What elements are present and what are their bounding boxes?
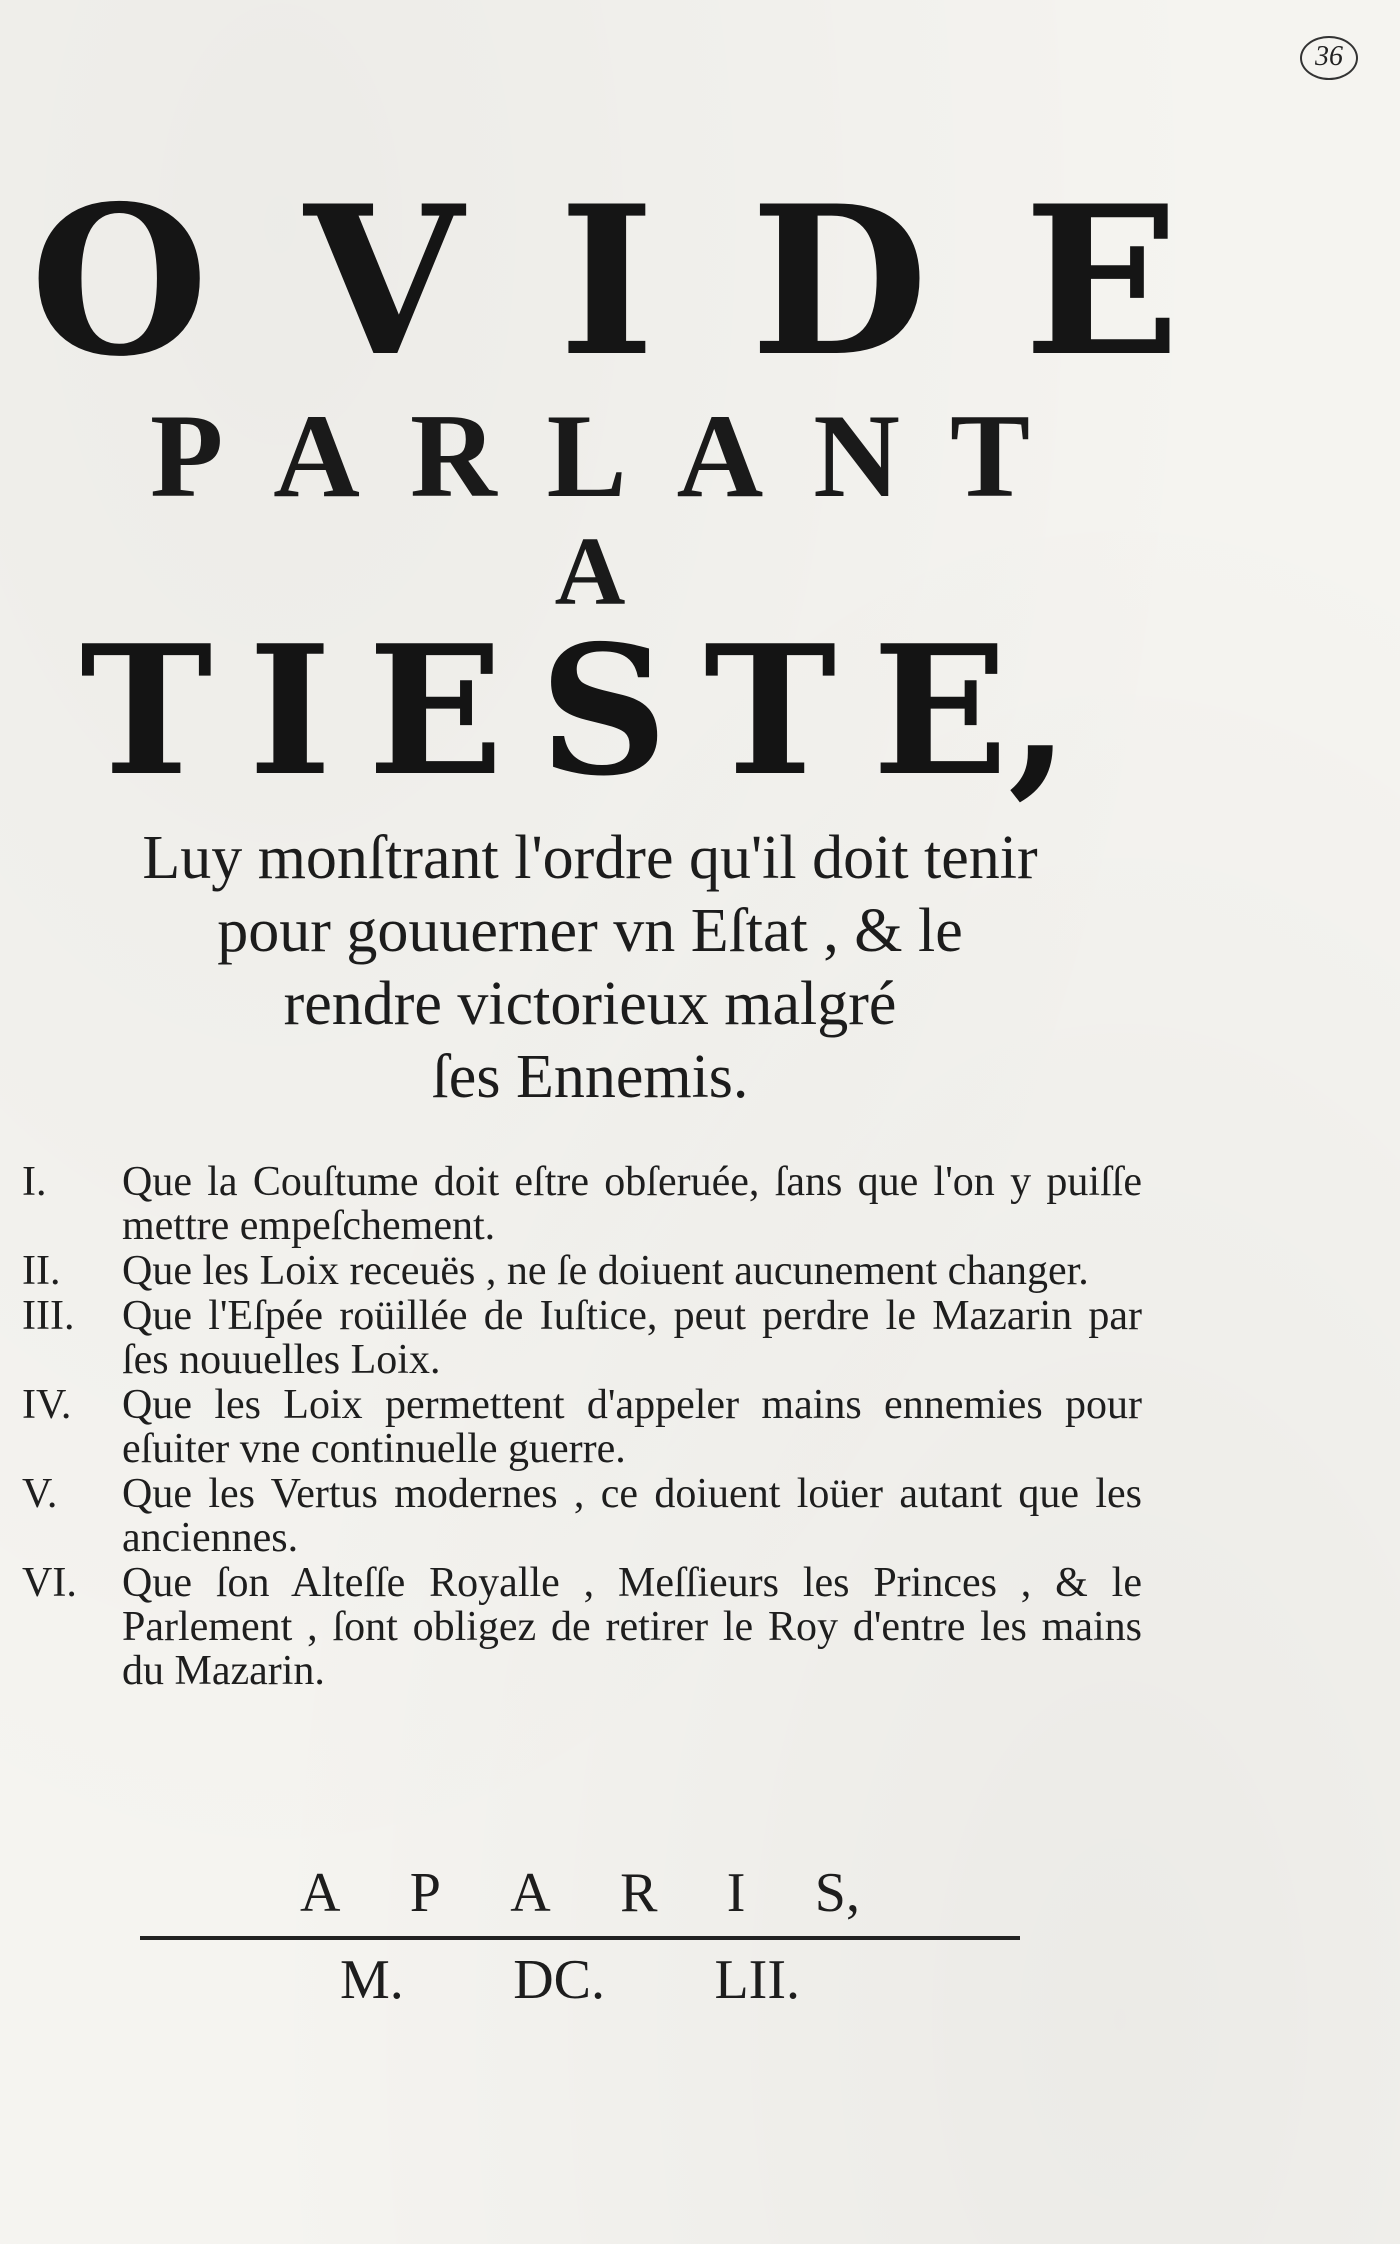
imprint-letter: I <box>726 1862 746 1924</box>
title-letter: A <box>676 389 764 522</box>
list-item <box>22 1160 1142 1248</box>
title-letter: T <box>80 606 213 815</box>
date-part: M. <box>340 1949 404 2011</box>
imprint-letter: R <box>620 1862 658 1924</box>
imprint-divider <box>140 1936 1020 1940</box>
title-letter: V <box>304 162 464 402</box>
imprint-date <box>340 1949 800 2011</box>
item-number: VI. <box>22 1560 77 1606</box>
item-number: I. <box>22 1159 47 1205</box>
title-letter: R <box>409 389 497 522</box>
subtitle-line: pour gouuerner vn Eſtat , & le <box>217 897 963 965</box>
imprint-letter: A <box>300 1862 341 1924</box>
title-tieste <box>80 606 1070 815</box>
title-letter: E, <box>872 606 1070 815</box>
title-letter: T <box>949 389 1030 522</box>
item-number: III. <box>22 1293 75 1339</box>
item-number: IV. <box>22 1382 72 1428</box>
item-text: Que ſon Alteſſe Royalle , Meſſieurs les Princes , & le Parlement , ſont obligez de retirer le Roy d'entre les mains du Mazarin. <box>122 1560 1142 1694</box>
item-text: Que les Loix receuës , ne ſe doiuent aucunement changer. <box>122 1248 1089 1294</box>
subtitle <box>20 822 1160 1114</box>
title-parlant <box>150 389 1030 522</box>
title-letter: E <box>367 606 504 815</box>
title-letter: P <box>150 389 224 522</box>
list-item <box>22 1249 1142 1293</box>
title-letter: D <box>750 162 929 402</box>
list-item <box>22 1561 1142 1693</box>
title-letter: N <box>813 389 900 522</box>
title-letter: E <box>1023 162 1180 402</box>
title-ovide <box>30 162 1180 402</box>
folio-number: 36 <box>1300 36 1358 80</box>
date-part: DC. <box>513 1949 606 2011</box>
item-text: Que les Vertus modernes , ce doiuent loüer autant que les anciennes. <box>122 1471 1142 1561</box>
imprint-place <box>300 1862 860 1924</box>
date-part: LII. <box>714 1949 800 2011</box>
list-item <box>22 1472 1142 1560</box>
title-letter: O <box>30 162 209 402</box>
title-a: A <box>554 518 626 626</box>
imprint-letter: S, <box>814 1862 860 1924</box>
list-item <box>22 1383 1142 1471</box>
item-number: V. <box>22 1471 58 1517</box>
imprint-letter: A <box>510 1862 551 1924</box>
list-item <box>22 1294 1142 1382</box>
title-letter: L <box>546 389 627 522</box>
item-text: Que l'Eſpée roüillée de Iuſtice, peut perdre le Mazarin par ſes nouuelles Loix. <box>122 1293 1142 1383</box>
numbered-list <box>22 1160 1142 1694</box>
title-letter: A <box>273 389 360 522</box>
subtitle-line: ſes Ennemis. <box>431 1043 749 1111</box>
subtitle-line: Luy monſtrant l'ordre qu'il doit tenir <box>142 824 1038 892</box>
imprint-letter: P <box>409 1862 441 1924</box>
title-letter: S <box>539 606 668 815</box>
title-letter: I <box>558 162 655 402</box>
item-text: Que les Loix permettent d'appeler mains ennemies pour eſuiter vne continuelle guerre. <box>122 1382 1142 1472</box>
item-text: Que la Couſtume doit eſtre obſeruée, ſans que l'on y puiſſe mettre empeſchement. <box>122 1159 1142 1249</box>
item-number: II. <box>22 1248 61 1294</box>
subtitle-line: rendre victorieux malgré <box>283 970 897 1038</box>
title-letter: I <box>248 606 332 815</box>
title-letter: T <box>703 606 837 815</box>
